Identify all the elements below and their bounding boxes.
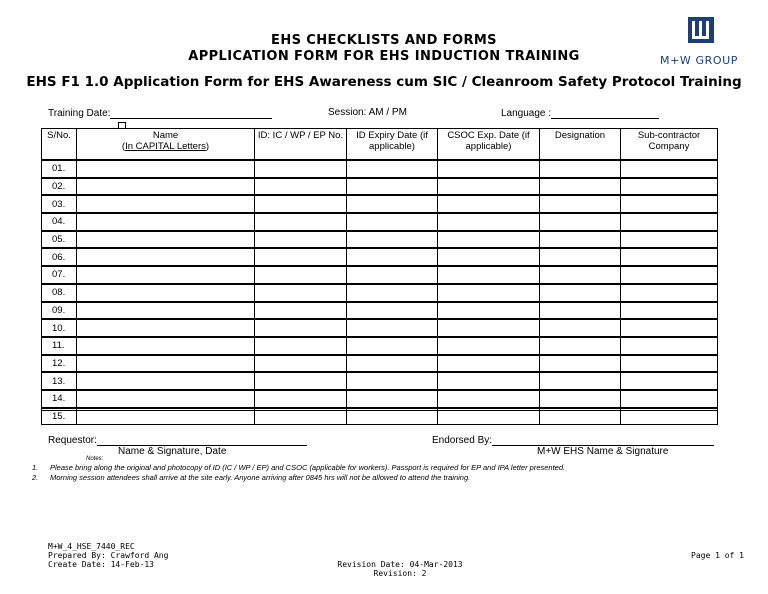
col-header-csoc: CSOC Exp. Date (if applicable) xyxy=(438,129,540,161)
training-date-label: Training Date: xyxy=(48,108,111,119)
requestor-caption: Name & Signature, Date xyxy=(118,446,227,457)
row-number: 08. xyxy=(42,284,77,302)
col-header-name-sub: (In CAPITAL Letters) xyxy=(121,141,210,152)
form-subtitle: EHS F1 1.0 Application Form for EHS Awareness cum SIC / Cleanroom Safety Protocol Training xyxy=(26,74,742,90)
footer-left xyxy=(48,542,168,569)
table-cell[interactable] xyxy=(621,248,718,266)
col-header-name-label: Name xyxy=(152,130,179,141)
table-cell[interactable] xyxy=(347,284,438,302)
footer-page: Page 1 of 1 xyxy=(691,551,744,560)
table-cell[interactable] xyxy=(621,355,718,373)
note-text: Please bring along the original and photocopy of ID (IC / WP / EP) and CSOC (applicable for workers). Passport is required for EP and IPA letter presented. xyxy=(50,463,566,472)
table-cell[interactable] xyxy=(77,319,255,337)
table-cell[interactable] xyxy=(438,390,540,408)
table-cell[interactable] xyxy=(347,231,438,249)
table-cell[interactable] xyxy=(540,178,621,196)
table-cell[interactable] xyxy=(347,195,438,213)
footer-revision: Revision: 2 xyxy=(373,569,427,578)
table-cell[interactable] xyxy=(347,248,438,266)
table-cell[interactable] xyxy=(438,337,540,355)
table-cell[interactable] xyxy=(255,302,347,320)
table-row xyxy=(42,248,718,266)
row-number: 12. xyxy=(42,355,77,373)
endorsed-label: Endorsed By: xyxy=(432,435,493,446)
col-header-designation: Designation xyxy=(540,129,621,161)
table-cell[interactable] xyxy=(438,195,540,213)
table-cell[interactable] xyxy=(255,284,347,302)
table-cell[interactable] xyxy=(438,355,540,373)
footer-revision-date: Revision Date: 04-Mar-2013 xyxy=(337,560,463,569)
table-cell[interactable] xyxy=(347,160,438,178)
table-cell[interactable] xyxy=(438,178,540,196)
table-cell[interactable] xyxy=(77,355,255,373)
table-cell[interactable] xyxy=(347,178,438,196)
table-row xyxy=(42,284,718,302)
table-cell[interactable] xyxy=(540,231,621,249)
requestor-label: Requestor: xyxy=(48,435,97,446)
footer-create-date: Create Date: 14-Feb-13 xyxy=(48,560,154,569)
table-cell[interactable] xyxy=(621,319,718,337)
row-number: 02. xyxy=(42,178,77,196)
row-number: 04. xyxy=(42,213,77,231)
header-title-line2: APPLICATION FORM FOR EHS INDUCTION TRAINING xyxy=(188,49,580,64)
row-number: 09. xyxy=(42,302,77,320)
row-number: 05. xyxy=(42,231,77,249)
table-cell[interactable] xyxy=(347,319,438,337)
training-date-blank[interactable] xyxy=(110,107,272,119)
row-number: 15. xyxy=(42,408,77,425)
table-cell[interactable] xyxy=(438,248,540,266)
endorsed-blank[interactable] xyxy=(492,434,714,446)
table-cell[interactable] xyxy=(438,266,540,284)
table-cell[interactable] xyxy=(77,213,255,231)
table-cell[interactable] xyxy=(540,319,621,337)
table-row xyxy=(42,302,718,320)
company-logo xyxy=(678,14,736,48)
endorsed-field[interactable] xyxy=(432,434,714,446)
attendee-table xyxy=(41,128,718,425)
table-cell[interactable] xyxy=(347,337,438,355)
mw-logo-icon xyxy=(678,14,736,48)
table-cell[interactable] xyxy=(77,195,255,213)
table-bottom-rule xyxy=(41,410,717,411)
table-cell[interactable] xyxy=(540,390,621,408)
table-cell[interactable] xyxy=(255,231,347,249)
col-header-name xyxy=(77,129,255,161)
table-cell[interactable] xyxy=(255,160,347,178)
table-cell[interactable] xyxy=(540,355,621,373)
endorsed-caption: M+W EHS Name & Signature xyxy=(537,446,669,457)
table-cell[interactable] xyxy=(347,266,438,284)
table-row xyxy=(42,160,718,178)
row-number: 14. xyxy=(42,390,77,408)
table-cell[interactable] xyxy=(438,302,540,320)
table-cell[interactable] xyxy=(621,178,718,196)
table-cell[interactable] xyxy=(438,213,540,231)
table-cell[interactable] xyxy=(438,160,540,178)
table-cell[interactable] xyxy=(540,160,621,178)
footer-prepared-by: Prepared By: Crawford Ang xyxy=(48,551,169,560)
table-cell[interactable] xyxy=(255,178,347,196)
table-row xyxy=(42,213,718,231)
table-row xyxy=(42,372,718,390)
table-row xyxy=(42,390,718,408)
table-cell[interactable] xyxy=(621,213,718,231)
table-cell[interactable] xyxy=(77,160,255,178)
training-date-field[interactable] xyxy=(48,107,272,119)
table-cell[interactable] xyxy=(621,337,718,355)
table-row xyxy=(42,195,718,213)
note-text: Morning session attendees shall arrive at the site early. Anyone arriving after 0845 hrs will not be allowed to attend the training. xyxy=(50,473,471,482)
table-cell[interactable] xyxy=(255,372,347,390)
notes-label: Notes: xyxy=(86,456,104,462)
table-cell[interactable] xyxy=(438,231,540,249)
table-cell[interactable] xyxy=(347,390,438,408)
requestor-field[interactable] xyxy=(48,434,307,446)
row-number: 01. xyxy=(42,160,77,178)
table-cell[interactable] xyxy=(540,195,621,213)
row-number: 11. xyxy=(42,337,77,355)
note-number: 2. xyxy=(32,473,39,482)
table-cell[interactable] xyxy=(621,160,718,178)
language-blank[interactable] xyxy=(551,107,659,119)
table-cell[interactable] xyxy=(77,266,255,284)
table-cell[interactable] xyxy=(255,195,347,213)
note-number: 1. xyxy=(32,463,39,472)
row-number: 13. xyxy=(42,372,77,390)
row-number: 06. xyxy=(42,248,77,266)
table-cell[interactable] xyxy=(621,231,718,249)
note-item xyxy=(32,473,470,482)
table-cell[interactable] xyxy=(438,372,540,390)
table-cell[interactable] xyxy=(347,302,438,320)
table-cell[interactable] xyxy=(255,337,347,355)
table-cell[interactable] xyxy=(540,248,621,266)
name-sub-text: In CAPITAL Letters xyxy=(125,141,206,152)
table-cell[interactable] xyxy=(540,337,621,355)
table-cell[interactable] xyxy=(621,390,718,408)
language-label: Language : xyxy=(501,108,552,119)
col-header-id-expiry: ID Expiry Date (if applicable) xyxy=(347,129,438,161)
table-cell[interactable] xyxy=(347,355,438,373)
requestor-blank[interactable] xyxy=(97,434,307,446)
table-cell[interactable] xyxy=(621,195,718,213)
table-cell[interactable] xyxy=(621,302,718,320)
header-title-line1: EHS CHECKLISTS AND FORMS xyxy=(271,33,497,48)
table-cell[interactable] xyxy=(540,302,621,320)
logo-text: M+W GROUP xyxy=(660,54,738,67)
table-cell[interactable] xyxy=(77,248,255,266)
table-cell[interactable] xyxy=(438,284,540,302)
table-cell[interactable] xyxy=(77,302,255,320)
table-cell[interactable] xyxy=(255,248,347,266)
row-number: 07. xyxy=(42,266,77,284)
row-number: 10. xyxy=(42,319,77,337)
table-cell[interactable] xyxy=(255,319,347,337)
table-cell[interactable] xyxy=(540,284,621,302)
table-cell[interactable] xyxy=(77,390,255,408)
table-row xyxy=(42,178,718,196)
footer-center xyxy=(300,560,500,578)
table-cell[interactable] xyxy=(621,284,718,302)
table-row xyxy=(42,355,718,373)
table-cell[interactable] xyxy=(255,390,347,408)
table-cell[interactable] xyxy=(77,337,255,355)
table-cell[interactable] xyxy=(77,284,255,302)
col-header-company: Sub-contractor Company xyxy=(621,129,718,161)
table-cell[interactable] xyxy=(255,355,347,373)
note-item xyxy=(32,463,565,472)
table-cell[interactable] xyxy=(540,266,621,284)
table-row xyxy=(42,266,718,284)
table-cell[interactable] xyxy=(621,266,718,284)
row-number: 03. xyxy=(42,195,77,213)
table-cell[interactable] xyxy=(77,372,255,390)
table-row xyxy=(42,231,718,249)
table-cell[interactable] xyxy=(621,372,718,390)
table-cell[interactable] xyxy=(255,213,347,231)
table-row xyxy=(42,319,718,337)
table-cell[interactable] xyxy=(347,372,438,390)
col-header-sno: S/No. xyxy=(42,129,77,161)
session-label: Session: AM / PM xyxy=(328,107,407,118)
table-header-row xyxy=(42,129,718,161)
table-cell[interactable] xyxy=(77,178,255,196)
table-cell[interactable] xyxy=(347,213,438,231)
table-cell[interactable] xyxy=(540,372,621,390)
table-row xyxy=(42,337,718,355)
table-cell[interactable] xyxy=(77,231,255,249)
table-cell[interactable] xyxy=(255,266,347,284)
table-cell[interactable] xyxy=(540,213,621,231)
table-cell[interactable] xyxy=(438,319,540,337)
footer-doc-code: M+W_4_HSE_7440_REC xyxy=(48,542,135,551)
language-field[interactable] xyxy=(501,107,659,119)
col-header-id: ID: IC / WP / EP No. xyxy=(255,129,347,161)
